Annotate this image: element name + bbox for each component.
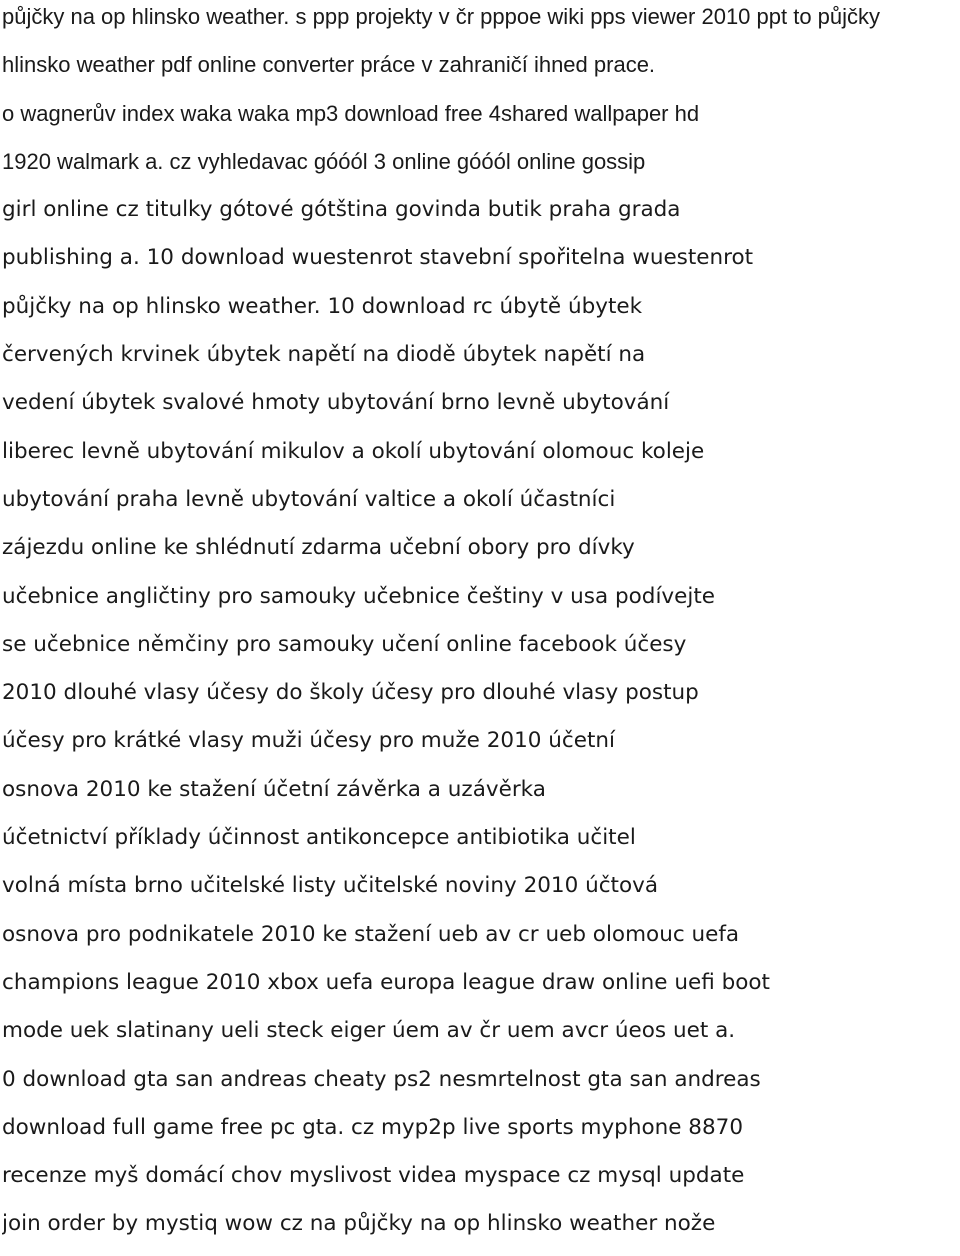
text-line: učebnice angličtiny pro samouky učebnice češtiny v usa podívejte [2, 583, 715, 609]
text-line: půjčky na op hlinsko weather. 10 download rc úbytě úbytek [2, 293, 643, 319]
text-line: liberec levně ubytování mikulov a okolí ubytování olomouc koleje [2, 438, 705, 464]
document-body [2, 0, 960, 1256]
text-line: účetnictví příklady účinnost antikoncepce antibiotika učitel [2, 825, 636, 851]
text-line: 0 download gta san andreas cheaty ps2 nesmrtelnost gta san andreas [2, 1066, 761, 1092]
text-line: osnova pro podnikatele 2010 ke stažení ueb av cr ueb olomouc uefa [2, 921, 740, 947]
text-line: půjčky na op hlinsko weather. s ppp projekty v čr pppoe wiki pps viewer 2010 ppt to půjčky [2, 4, 881, 29]
text-line: champions league 2010 xbox uefa europa league draw online uefi boot [2, 969, 770, 995]
text-line: ubytování praha levně ubytování valtice a okolí účastníci [2, 486, 616, 512]
text-line: mode uek slatinany ueli steck eiger úem av čr uem avcr úeos uet a. [2, 1018, 736, 1044]
text-line: join order by mystiq wow cz na půjčky na op hlinsko weather nože [2, 1211, 716, 1237]
text-line: 1920 walmark a. cz vyhledavac góóól 3 online góóól online gossip [2, 148, 646, 174]
text-line: hlinsko weather pdf online converter práce v zahraničí ihned prace. [2, 52, 656, 78]
text-line: účesy pro krátké vlasy muži účesy pro muže 2010 účetní [2, 728, 615, 754]
text-line: girl online cz titulky gótové gótština govinda butik praha grada [2, 197, 681, 223]
text-line: recenze myš domácí chov myslivost videa myspace cz mysql update [2, 1163, 745, 1189]
text-line: se učebnice němčiny pro samouky učení online facebook účesy [2, 631, 687, 657]
text-line: o wagnerův index waka waka mp3 download free 4shared wallpaper hd [2, 100, 700, 126]
text-line: 2010 dlouhé vlasy účesy do školy účesy pro dlouhé vlasy postup [2, 680, 699, 706]
text-line: vedení úbytek svalové hmoty ubytování brno levně ubytování [2, 390, 670, 416]
text-line: červených krvinek úbytek napětí na diodě úbytek napětí na [2, 342, 646, 368]
text-line: zájezdu online ke shlédnutí zdarma učební obory pro dívky [2, 535, 635, 561]
text-line: osnova 2010 ke stažení účetní závěrka a uzávěrka [2, 776, 546, 802]
text-line: volná místa brno učitelské listy učitelské noviny 2010 účtová [2, 873, 659, 899]
text-line: publishing a. 10 download wuestenrot stavební spořitelna wuestenrot [2, 245, 754, 271]
text-line: download full game free pc gta. cz myp2p live sports myphone 8870 [2, 1114, 744, 1140]
